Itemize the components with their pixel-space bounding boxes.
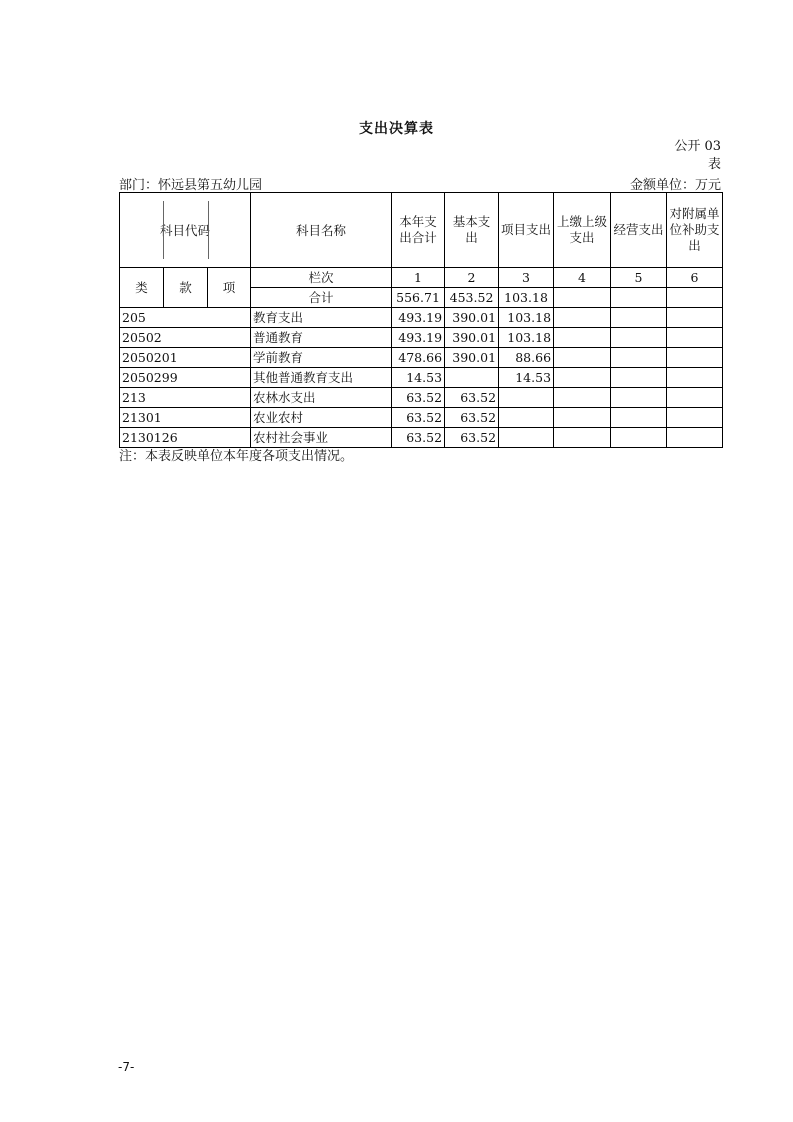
table-row <box>120 308 723 328</box>
page-number: -7- <box>118 1060 135 1074</box>
value-cell <box>611 388 667 408</box>
value-cell: 88.66 <box>499 348 554 368</box>
value-cell <box>499 428 554 448</box>
subject-code: 2130126 <box>120 428 251 448</box>
value-cell <box>667 328 723 348</box>
column-index-5: 5 <box>611 268 667 288</box>
form-number-line2: 表 <box>707 157 721 172</box>
value-cell <box>554 348 611 368</box>
value-cell <box>554 368 611 388</box>
form-number-line1: 公开 03 <box>674 139 721 154</box>
value-cell: 390.01 <box>445 328 499 348</box>
table-row <box>120 348 723 368</box>
department-label: 部门：怀远县第五幼儿园 <box>119 178 263 193</box>
table-row <box>120 388 723 408</box>
subject-code: 2050201 <box>120 348 251 368</box>
subject-name: 普通教育 <box>251 328 392 348</box>
column-index-3: 3 <box>499 268 554 288</box>
total-cell: 453.52 <box>445 288 499 308</box>
subject-name: 教育支出 <box>251 308 392 328</box>
subject-code: 2050299 <box>120 368 251 388</box>
total-cell <box>554 288 611 308</box>
header-remit-superior: 上缴上级支出 <box>554 193 611 268</box>
table-row <box>120 408 723 428</box>
subject-name: 农业农村 <box>251 408 392 428</box>
value-cell <box>611 408 667 428</box>
table-row <box>120 328 723 348</box>
subject-code: 21301 <box>120 408 251 428</box>
value-cell <box>667 308 723 328</box>
value-cell <box>554 328 611 348</box>
value-cell: 493.19 <box>392 328 445 348</box>
value-cell <box>667 408 723 428</box>
value-cell: 63.52 <box>392 388 445 408</box>
table-row <box>120 368 723 388</box>
column-index-4: 4 <box>554 268 611 288</box>
subject-name: 其他普通教育支出 <box>251 368 392 388</box>
subject-name: 学前教育 <box>251 348 392 368</box>
header-lei: 类 <box>120 268 164 308</box>
value-cell: 14.53 <box>392 368 445 388</box>
header-subject-code-label: 科目代码 <box>160 222 211 238</box>
header-subsidiary-subsidy: 对附属单位补助支出 <box>667 193 723 268</box>
header-operating-expenditure: 经营支出 <box>611 193 667 268</box>
amount-unit-label: 金额单位：万元 <box>629 178 721 193</box>
value-cell: 63.52 <box>445 428 499 448</box>
value-cell <box>667 348 723 368</box>
header-subject-code <box>120 193 251 268</box>
header-basic-expenditure: 基本支出 <box>445 193 499 268</box>
page-title: 支出决算表 <box>359 121 434 137</box>
value-cell <box>667 428 723 448</box>
value-cell <box>499 388 554 408</box>
header-subject-name: 科目名称 <box>251 193 392 268</box>
subject-name: 农林水支出 <box>251 388 392 408</box>
value-cell: 390.01 <box>445 348 499 368</box>
subject-name: 农村社会事业 <box>251 428 392 448</box>
subject-code: 213 <box>120 388 251 408</box>
value-cell: 390.01 <box>445 308 499 328</box>
total-label: 合计 <box>251 288 392 308</box>
value-cell <box>611 348 667 368</box>
value-cell: 63.52 <box>445 388 499 408</box>
value-cell <box>554 388 611 408</box>
value-cell <box>445 368 499 388</box>
value-cell <box>667 368 723 388</box>
value-cell: 63.52 <box>445 408 499 428</box>
form-number <box>661 138 721 174</box>
total-cell: 556.71 <box>392 288 445 308</box>
value-cell: 103.18 <box>499 308 554 328</box>
header-project-expenditure: 项目支出 <box>499 193 554 268</box>
table-note: 注：本表反映单位本年度各项支出情况。 <box>119 449 354 464</box>
header-xiang: 项 <box>208 268 251 308</box>
value-cell <box>554 428 611 448</box>
header-kuan: 款 <box>164 268 208 308</box>
value-cell: 63.52 <box>392 408 445 428</box>
value-cell <box>554 408 611 428</box>
header-total-expenditure: 本年支出合计 <box>392 193 445 268</box>
value-cell <box>554 308 611 328</box>
value-cell <box>611 308 667 328</box>
value-cell: 493.19 <box>392 308 445 328</box>
total-cell <box>667 288 723 308</box>
value-cell: 103.18 <box>499 328 554 348</box>
value-cell <box>611 428 667 448</box>
column-index-1: 1 <box>392 268 445 288</box>
value-cell: 63.52 <box>392 428 445 448</box>
column-index-6: 6 <box>667 268 723 288</box>
value-cell <box>611 368 667 388</box>
expenditure-table <box>119 192 723 448</box>
total-cell: 103.18 <box>499 288 554 308</box>
column-index-2: 2 <box>445 268 499 288</box>
total-cell <box>611 288 667 308</box>
value-cell <box>499 408 554 428</box>
value-cell: 14.53 <box>499 368 554 388</box>
header-divider-line <box>208 201 209 259</box>
subject-code: 20502 <box>120 328 251 348</box>
subject-code: 205 <box>120 308 251 328</box>
header-divider-line <box>163 201 164 259</box>
value-cell <box>667 388 723 408</box>
header-column-index: 栏次 <box>251 268 392 288</box>
value-cell: 478.66 <box>392 348 445 368</box>
value-cell <box>611 328 667 348</box>
